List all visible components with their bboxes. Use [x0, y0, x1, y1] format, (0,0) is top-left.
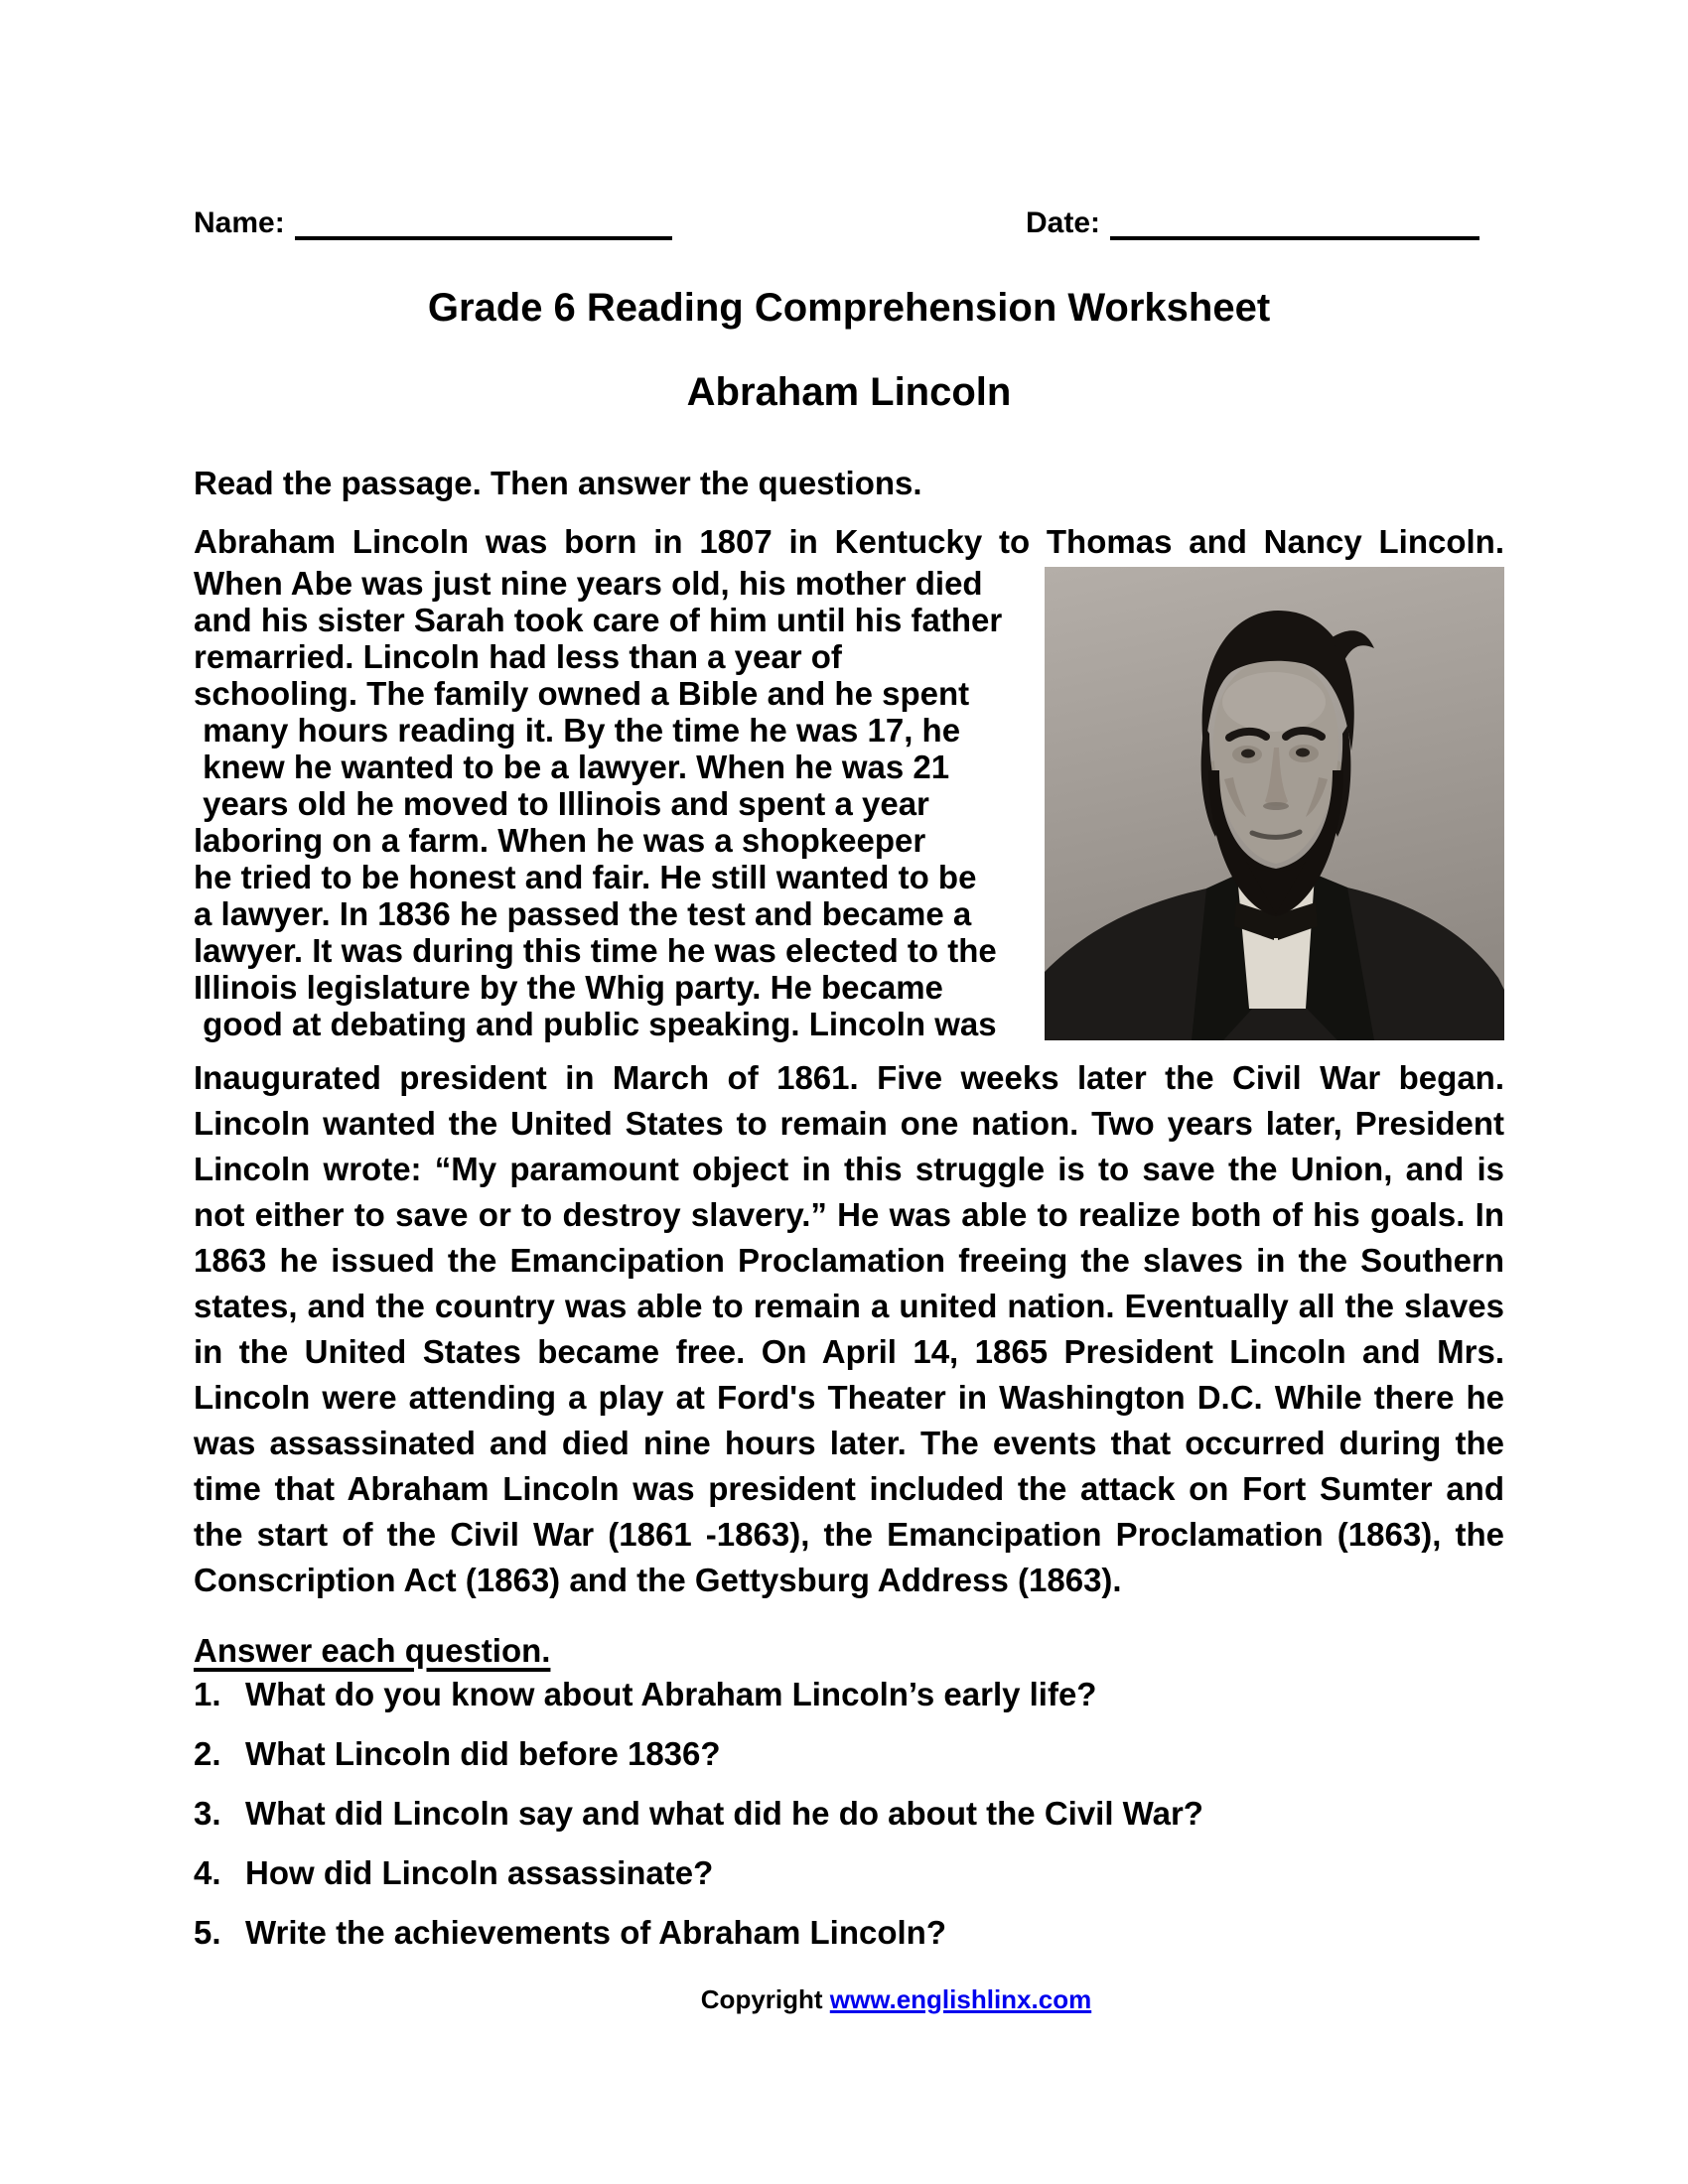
date-label: Date:: [1025, 206, 1100, 239]
passage-line: laboring on a farm. When he was a shopkeeper: [194, 822, 926, 859]
question-number: 1.: [194, 1676, 221, 1712]
name-date-row: [194, 195, 1504, 240]
passage-line: years old he moved to Illinois and spent a year: [194, 785, 929, 822]
right-eye: [1296, 749, 1310, 757]
name-label: Name:: [194, 206, 285, 239]
forehead-highlight: [1222, 672, 1326, 732]
passage-intro-line: Abraham Lincoln was born in 1807 in Kentucky to Thomas and Nancy Lincoln.: [194, 523, 1504, 560]
question-number: 4.: [194, 1854, 221, 1891]
left-eye: [1241, 750, 1255, 758]
questions-header: Answer each question.: [194, 1632, 551, 1669]
instruction-text: Read the passage. Then answer the questions.: [194, 465, 922, 501]
passage: [194, 519, 1504, 1603]
question-text: Write the achievements of Abraham Lincoln?: [245, 1914, 946, 1951]
passage-line: he tried to be honest and fair. He still wanted to be: [194, 859, 977, 895]
passage-line: schooling. The family owned a Bible and he spent: [194, 675, 970, 712]
passage-line: and his sister Sarah took care of him until his father: [194, 602, 1003, 638]
date-input-line[interactable]: [1110, 206, 1479, 240]
question-item: [194, 1851, 1504, 1895]
copyright-link[interactable]: www.englishlinx.com: [829, 1984, 1092, 2014]
page-title: Grade 6 Reading Comprehension Worksheet: [427, 286, 1271, 330]
passage-line: lawyer. It was during this time he was elected to the: [194, 932, 997, 969]
date-field: [1026, 206, 1479, 240]
nose-shadow: [1263, 802, 1289, 810]
question-item: [194, 1732, 1504, 1776]
lincoln-portrait-photo: [1045, 567, 1504, 1040]
lincoln-portrait-svg: [1045, 567, 1504, 1040]
footer: [194, 1983, 1504, 2015]
passage-line: Illinois legislature by the Whig party. He became: [194, 969, 943, 1006]
passage-line: a lawyer. In 1836 he passed the test and became a: [194, 895, 972, 932]
passage-title: Abraham Lincoln: [686, 370, 1012, 414]
questions-list: [194, 1673, 1504, 1955]
passage-line: many hours reading it. By the time he was 17, he: [194, 712, 961, 749]
question-number: 2.: [194, 1735, 221, 1772]
worksheet-content: [194, 0, 1504, 2015]
passage-continuation: Inaugurated president in March of 1861. Five weeks later the Civil War began. Lincoln wanted the United States to remain one nation. Two years later, President Lincoln wrote: “My paramount object in this struggle is to save the Union, and is not either to save or to destroy slavery.” He was able to realize both of his goals. In 1863 he issued the Emancipation Proclamation freeing the slaves in the Southern states, and the country was able to remain a united nation. Eventually all the slaves in the United States became free. On April 14, 1865 President Lincoln and Mrs. Lincoln were attending a play at Ford's Theater in Washington D.C. While there he was assassinated and died nine hours later. The events that occurred during the time that Abraham Lincoln was president included the attack on Fort Sumter and the start of the Civil War (1861 -1863), the Emancipation Proclamation (1863), the Conscription Act (1863) and the Gettysburg Address (1863).: [194, 1059, 1504, 1598]
passage-line: When Abe was just nine years old, his mother died: [194, 565, 983, 602]
question-text: What do you know about Abraham Lincoln’s early life?: [245, 1676, 1097, 1712]
passage-wrapped-block: [194, 565, 1504, 1042]
question-number: 5.: [194, 1914, 221, 1951]
passage-line: remarried. Lincoln had less than a year of: [194, 638, 842, 675]
passage-line: good at debating and public speaking. Lincoln was: [194, 1006, 997, 1042]
question-text: How did Lincoln assassinate?: [245, 1854, 714, 1891]
name-field: [194, 206, 672, 240]
question-text: What Lincoln did before 1836?: [245, 1735, 721, 1772]
question-text: What did Lincoln say and what did he do about the Civil War?: [245, 1795, 1203, 1832]
question-item: [194, 1673, 1504, 1716]
name-input-line[interactable]: [295, 206, 672, 240]
question-number: 3.: [194, 1795, 221, 1832]
question-item: [194, 1911, 1504, 1955]
copyright-label: Copyright: [700, 1984, 823, 2014]
passage-line: knew he wanted to be a lawyer. When he was 21: [194, 749, 950, 785]
question-item: [194, 1792, 1504, 1836]
